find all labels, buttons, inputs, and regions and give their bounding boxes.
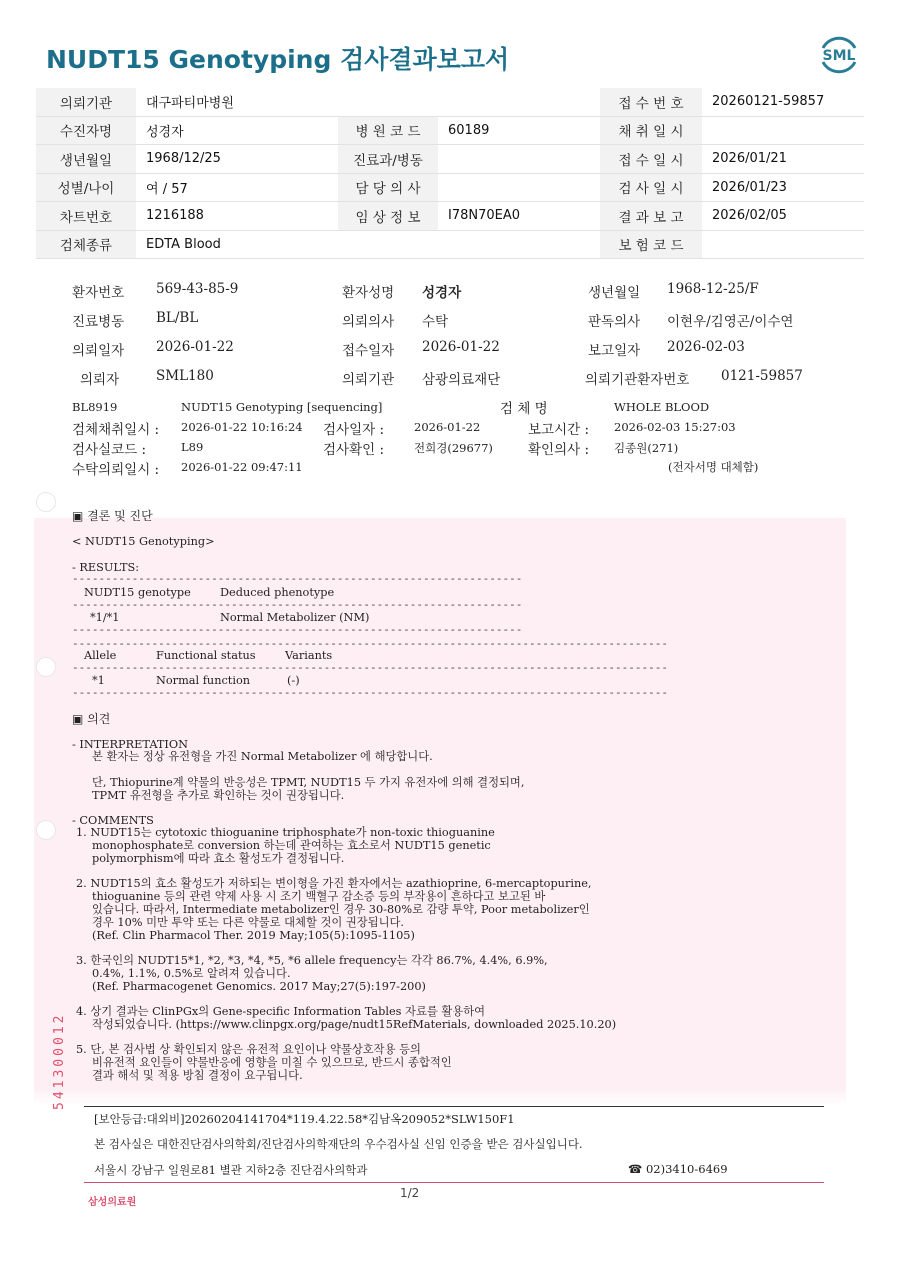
scan-label: 접수일자 — [342, 343, 395, 359]
label-receipt-no: 접 수 번 호 — [600, 88, 702, 116]
value-chart: 1216188 — [136, 202, 338, 231]
request-label: 수탁의뢰일시 : — [72, 462, 160, 478]
comment-line: 0.4%, 1.1%, 0.5%로 알려져 있습니다. — [92, 967, 291, 980]
confirm-label: 검사확인 : — [323, 442, 385, 458]
functional-status-value: Normal function — [156, 674, 251, 687]
comment-line: 비유전적 요인들이 약물반응에 영향을 미칠 수 있으므로, 반드시 종합적인 — [92, 1056, 452, 1069]
label-receipt-date: 접 수 일 시 — [600, 145, 702, 174]
security-line: [보안등급:대외비]20260204141704*119.4.22.58*김남옥209052*SLW150F1 — [94, 1112, 515, 1126]
col-allele: Allele — [84, 649, 117, 662]
label-hospital-code: 병 원 코 드 — [338, 116, 438, 145]
label-report-date: 결 과 보 고 — [600, 202, 702, 231]
comment-line: thioguanine 등의 관련 약제 사용 시 조기 백혈구 감소증 등의 부작용이 흔하다고 보고된 바 — [92, 890, 546, 903]
scan-label: 의뢰의사 — [342, 314, 395, 330]
col-phenotype: Deduced phenotype — [220, 586, 335, 599]
value-hospital-code: 60189 — [438, 116, 600, 145]
section-conclusion: ▣ 결론 및 진단 — [72, 509, 153, 523]
divider: ------------------------------------------------------------------------------------------ — [72, 637, 669, 650]
scan-value: SML180 — [156, 368, 214, 384]
lab-code-value: L89 — [181, 440, 204, 454]
confirm-doctor-label: 확인의사 : — [528, 442, 590, 458]
scan-label: 보고일자 — [588, 343, 641, 359]
col-genotype: NUDT15 genotype — [84, 586, 191, 599]
scan-label: 의뢰일자 — [72, 343, 125, 359]
scan-value: 이현우/김영곤/이수연 — [667, 314, 794, 330]
col-functional-status: Functional status — [156, 649, 256, 662]
comment-line: (Ref. Pharmacogenet Genomics. 2017 May;27(5):197-200) — [92, 980, 426, 993]
comment-line: 1. NUDT15는 cytotoxic thioguanine triphosphate가 non-toxic thioguanine — [76, 826, 495, 839]
comment-line: 경우 10% 미만 투약 또는 다른 약물로 대체할 것이 권장됩니다. — [92, 916, 405, 929]
label-sex-age: 성별/나이 — [36, 173, 136, 202]
report-body-fade — [34, 1088, 846, 1106]
test-name: NUDT15 Genotyping [sequencing] — [181, 400, 383, 414]
interpretation-line: 본 환자는 정상 유전형을 가진 Normal Metabolizer 에 해당합니다. — [92, 750, 433, 763]
divider: ------------------------------------------------------------------------------------------ — [72, 686, 669, 699]
scan-value: 수탁 — [422, 314, 449, 330]
col-variants: Variants — [285, 649, 333, 662]
value-report-date: 2026/02/05 — [702, 202, 864, 231]
genotype-value: *1/*1 — [90, 611, 120, 624]
label-requesting-org: 의뢰기관 — [36, 88, 136, 116]
scan-label: 진료병동 — [72, 314, 125, 330]
footer-divider-top — [84, 1106, 824, 1107]
value-requesting-org: 대구파티마병원 — [136, 88, 600, 116]
comment-line: 5. 단, 본 검사법 상 확인되지 않은 유전적 요인이나 약물상호작용 등의 — [76, 1043, 421, 1056]
page-number: 1/2 — [400, 1186, 420, 1200]
divider: -------------------------------------------------------------------- — [72, 572, 523, 585]
report-title: NUDT15 Genotyping 검사결과보고서 — [46, 45, 510, 74]
request-value: 2026-01-22 09:47:11 — [181, 460, 303, 474]
allele-value: *1 — [92, 674, 105, 687]
value-sex-age: 여 / 57 — [136, 173, 338, 202]
results-heading: - RESULTS: — [72, 561, 140, 574]
interpretation-line: TPMT 유전형을 추가로 확인하는 것이 권장됩니다. — [92, 789, 345, 802]
value-birth: 1968/12/25 — [136, 145, 338, 174]
label-patient: 수진자명 — [36, 116, 136, 145]
exam-value: 2026-01-22 — [414, 420, 481, 434]
scan-label: 의뢰기관환자번호 — [585, 372, 690, 388]
value-patient: 성경자 — [136, 116, 338, 145]
logo-text: SML — [822, 48, 856, 64]
section-opinion: ▣ 의견 — [72, 712, 111, 726]
label-specimen: 검체종류 — [36, 230, 136, 259]
test-code: BL8919 — [72, 400, 118, 414]
scan-value: 2026-02-03 — [667, 339, 745, 355]
comment-line: 있습니다. 따라서, Intermediate metabolizer인 경우 30-80%로 감량 투약, Poor metabolizer인 — [92, 903, 590, 916]
value-receipt-date: 2026/01/21 — [702, 145, 864, 174]
binder-hole — [36, 492, 56, 512]
value-clinical: I78N70EA0 — [438, 202, 600, 231]
label-exam-date: 검 사 일 시 — [600, 173, 702, 202]
value-dept — [438, 145, 600, 174]
label-insurance: 보 험 코 드 — [600, 230, 702, 259]
confirm-doctor-value: 김종원(271) — [614, 441, 679, 455]
test-specimen-label: 검 체 명 — [500, 401, 548, 417]
comment-line: (Ref. Clin Pharmacol Ther. 2019 May;105(5):1095-1105) — [92, 929, 415, 942]
comment-line: polymorphism에 따라 효소 활성도가 결정됩니다. — [92, 852, 345, 865]
certification-line: 본 검사실은 대한진단검사의학회/진단검사의학재단의 우수검사실 신임 인증을 받은 검사실입니다. — [94, 1137, 583, 1151]
interpretation-heading: - INTERPRETATION — [72, 738, 188, 751]
subsection-genotyping: < NUDT15 Genotyping> — [72, 535, 215, 548]
phenotype-value: Normal Metabolizer (NM) — [220, 611, 370, 624]
scan-label: 환자성명 — [342, 285, 395, 301]
lab-code-label: 검사실코드 : — [72, 442, 147, 458]
label-chart: 차트번호 — [36, 202, 136, 231]
scan-label: 환자번호 — [72, 285, 125, 301]
scan-value: 성경자 — [422, 285, 462, 301]
exam-label: 검사일자 : — [323, 422, 385, 438]
value-doctor — [438, 173, 600, 202]
divider: -------------------------------------------------------------------- — [72, 598, 523, 611]
sml-logo — [817, 32, 861, 76]
value-receipt-no: 20260121-59857 — [702, 88, 864, 116]
divider: ------------------------------------------------------------------------------------------ — [72, 661, 669, 674]
scan-label: 의뢰기관 — [342, 372, 395, 388]
variants-value: (-) — [287, 674, 300, 687]
value-insurance — [702, 230, 864, 259]
brand-mark: 삼성의료원 — [88, 1197, 137, 1208]
scan-value: 삼광의료재단 — [422, 372, 501, 388]
scan-label: 의뢰자 — [80, 372, 120, 388]
comment-line: 결과 해석 및 적용 방침 결정이 요구됩니다. — [92, 1069, 303, 1082]
comment-line: 작성되었습니다. (https://www.clinpgx.org/page/nudt15RefMaterials, downloaded 2025.10.20) — [92, 1018, 617, 1031]
comments-heading: - COMMENTS — [72, 814, 154, 827]
binder-hole — [36, 657, 56, 677]
comment-line: 3. 한국인의 NUDT15*1, *2, *3, *4, *5, *6 allele frequency는 각각 86.7%, 4.4%, 6.9%, — [76, 954, 548, 967]
label-collect-date: 채 취 일 시 — [600, 116, 702, 145]
comment-line: 4. 상기 결과는 ClinPGx의 Gene-specific Information Tables 자료를 활용하여 — [76, 1005, 486, 1018]
address-line: 서울시 강남구 일원로81 별관 지하2층 진단검사의학과 — [94, 1163, 368, 1177]
footer-divider-bottom — [84, 1182, 824, 1183]
scan-value: BL/BL — [156, 310, 199, 326]
value-exam-date: 2026/01/23 — [702, 173, 864, 202]
scan-label: 판독의사 — [588, 314, 641, 330]
comment-line: 2. NUDT15의 효소 활성도가 저하되는 변이형을 가진 환자에서는 azathioprine, 6-mercaptopurine, — [76, 877, 592, 890]
binder-hole — [36, 820, 56, 840]
collect-value: 2026-01-22 10:16:24 — [181, 420, 303, 434]
esign-note: (전자서명 대체함) — [668, 460, 759, 474]
label-clinical: 임 상 정 보 — [338, 202, 438, 231]
scan-value: 2026-01-22 — [156, 339, 234, 355]
test-specimen: WHOLE BLOOD — [614, 400, 710, 414]
label-birth: 생년월일 — [36, 145, 136, 174]
scan-value: 2026-01-22 — [422, 339, 500, 355]
report-time-value: 2026-02-03 15:27:03 — [614, 420, 736, 434]
phone-line: ☎ 02)3410-6469 — [628, 1162, 728, 1176]
confirm-value: 전희경(29677) — [414, 441, 493, 455]
order-info-table — [36, 88, 864, 259]
divider: -------------------------------------------------------------------- — [72, 623, 523, 636]
collect-label: 검체채취일시 : — [72, 422, 160, 438]
scan-value: 1968-12-25/F — [667, 281, 759, 297]
value-specimen: EDTA Blood — [136, 230, 600, 259]
comment-line: monophosphate로 conversion 하는데 관여하는 효소로서 NUDT15 genetic — [92, 839, 491, 852]
value-collect-date — [702, 116, 864, 145]
label-doctor: 담 당 의 사 — [338, 173, 438, 202]
scan-value: 0121-59857 — [721, 368, 803, 384]
label-dept: 진료과/병동 — [338, 145, 438, 174]
interpretation-line: 단, Thiopurine계 약물의 반응성은 TPMT, NUDT15 두 가지 유전자에 의해 결정되며, — [92, 776, 525, 789]
barcode-number: 541300012 — [52, 1012, 67, 1110]
report-time-label: 보고시간 : — [528, 422, 590, 438]
scan-label: 생년월일 — [588, 285, 641, 301]
scan-value: 569-43-85-9 — [156, 281, 239, 297]
